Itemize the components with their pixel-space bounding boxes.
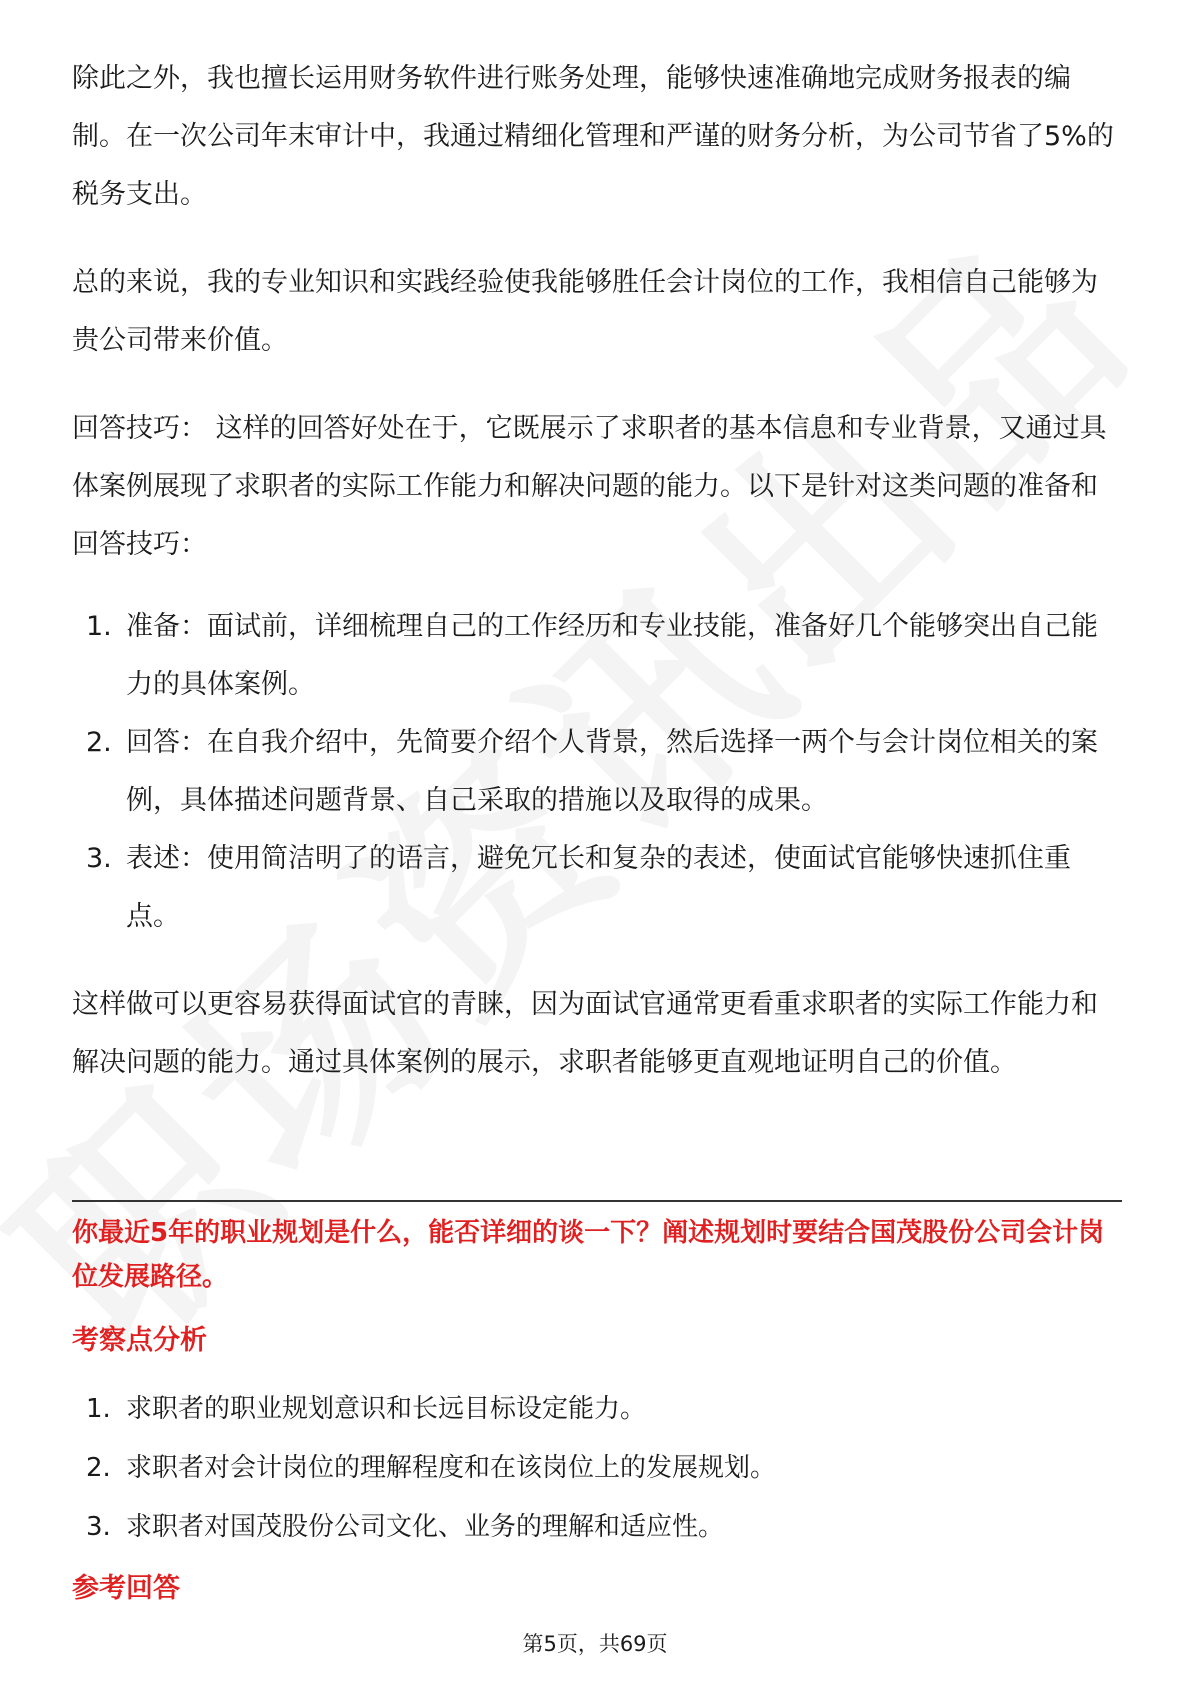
tips-list xyxy=(72,598,1122,946)
page-number-footer: 第5页，共69页 xyxy=(522,1632,668,1656)
analysis-title: 考察点分析 xyxy=(72,1325,207,1356)
main-content xyxy=(72,50,1122,1092)
list-item xyxy=(72,830,1122,946)
list-number: 1. xyxy=(86,611,112,642)
list-number: 2. xyxy=(86,1453,111,1483)
list-item xyxy=(72,1439,1122,1498)
list-text: 回答：在自我介绍中，先简要介绍个人背景，然后选择一两个与会计岗位相关的案例，具体描述问题背景、自己采取的措施以及取得的成果。 xyxy=(126,727,1098,816)
list-item xyxy=(72,1380,1122,1439)
list-text: 表述：使用简洁明了的语言，避免冗长和复杂的表述，使面试官能够快速抓住重点。 xyxy=(126,843,1071,932)
list-text: 求职者对会计岗位的理解程度和在该岗位上的发展规划。 xyxy=(126,1453,777,1483)
list-number: 1. xyxy=(86,1394,111,1424)
list-text: 准备：面试前，详细梳理自己的工作经历和专业技能，准备好几个能够突出自己能力的具体案例。 xyxy=(126,611,1098,700)
list-text: 求职者对国茂股份公司文化、业务的理解和适应性。 xyxy=(126,1512,725,1542)
answer-title: 参考回答 xyxy=(72,1573,180,1604)
paragraph-software-skills: 除此之外，我也擅长运用财务软件进行账务处理，能够快速准确地完成财务报表的编制。在一次公司年末审计中，我通过精细化管理和严谨的财务分析，为公司节省了5%的税务支出。 xyxy=(72,63,1114,210)
list-text: 求职者的职业规划意识和长远目标设定能力。 xyxy=(126,1394,647,1424)
paragraph-closing: 这样做可以更容易获得面试官的青睐，因为面试官通常更看重求职者的实际工作能力和解决问题的能力。通过具体案例的展示，求职者能够更直观地证明自己的价值。 xyxy=(72,989,1098,1078)
list-item xyxy=(72,1498,1122,1557)
question-heading: 你最近5年的职业规划是什么，能否详细的谈一下？阐述规划时要结合国茂股份公司会计岗位发展路径。 xyxy=(72,1218,1105,1292)
paragraph-summary: 总的来说，我的专业知识和实践经验使我能够胜任会计岗位的工作，我相信自己能够为贵公司带来价值。 xyxy=(72,267,1098,356)
list-number: 2. xyxy=(86,727,112,758)
list-item xyxy=(72,598,1122,714)
list-number: 3. xyxy=(86,843,112,874)
section-divider xyxy=(72,1200,1122,1202)
analysis-list xyxy=(72,1380,1122,1557)
list-item xyxy=(72,714,1122,830)
paragraph-answer-tips: 回答技巧： 这样的回答好处在于，它既展示了求职者的基本信息和专业背景，又通过具体案例展现了求职者的实际工作能力和解决问题的能力。以下是针对这类问题的准备和回答技巧： xyxy=(72,413,1107,560)
list-number: 3. xyxy=(86,1512,111,1542)
